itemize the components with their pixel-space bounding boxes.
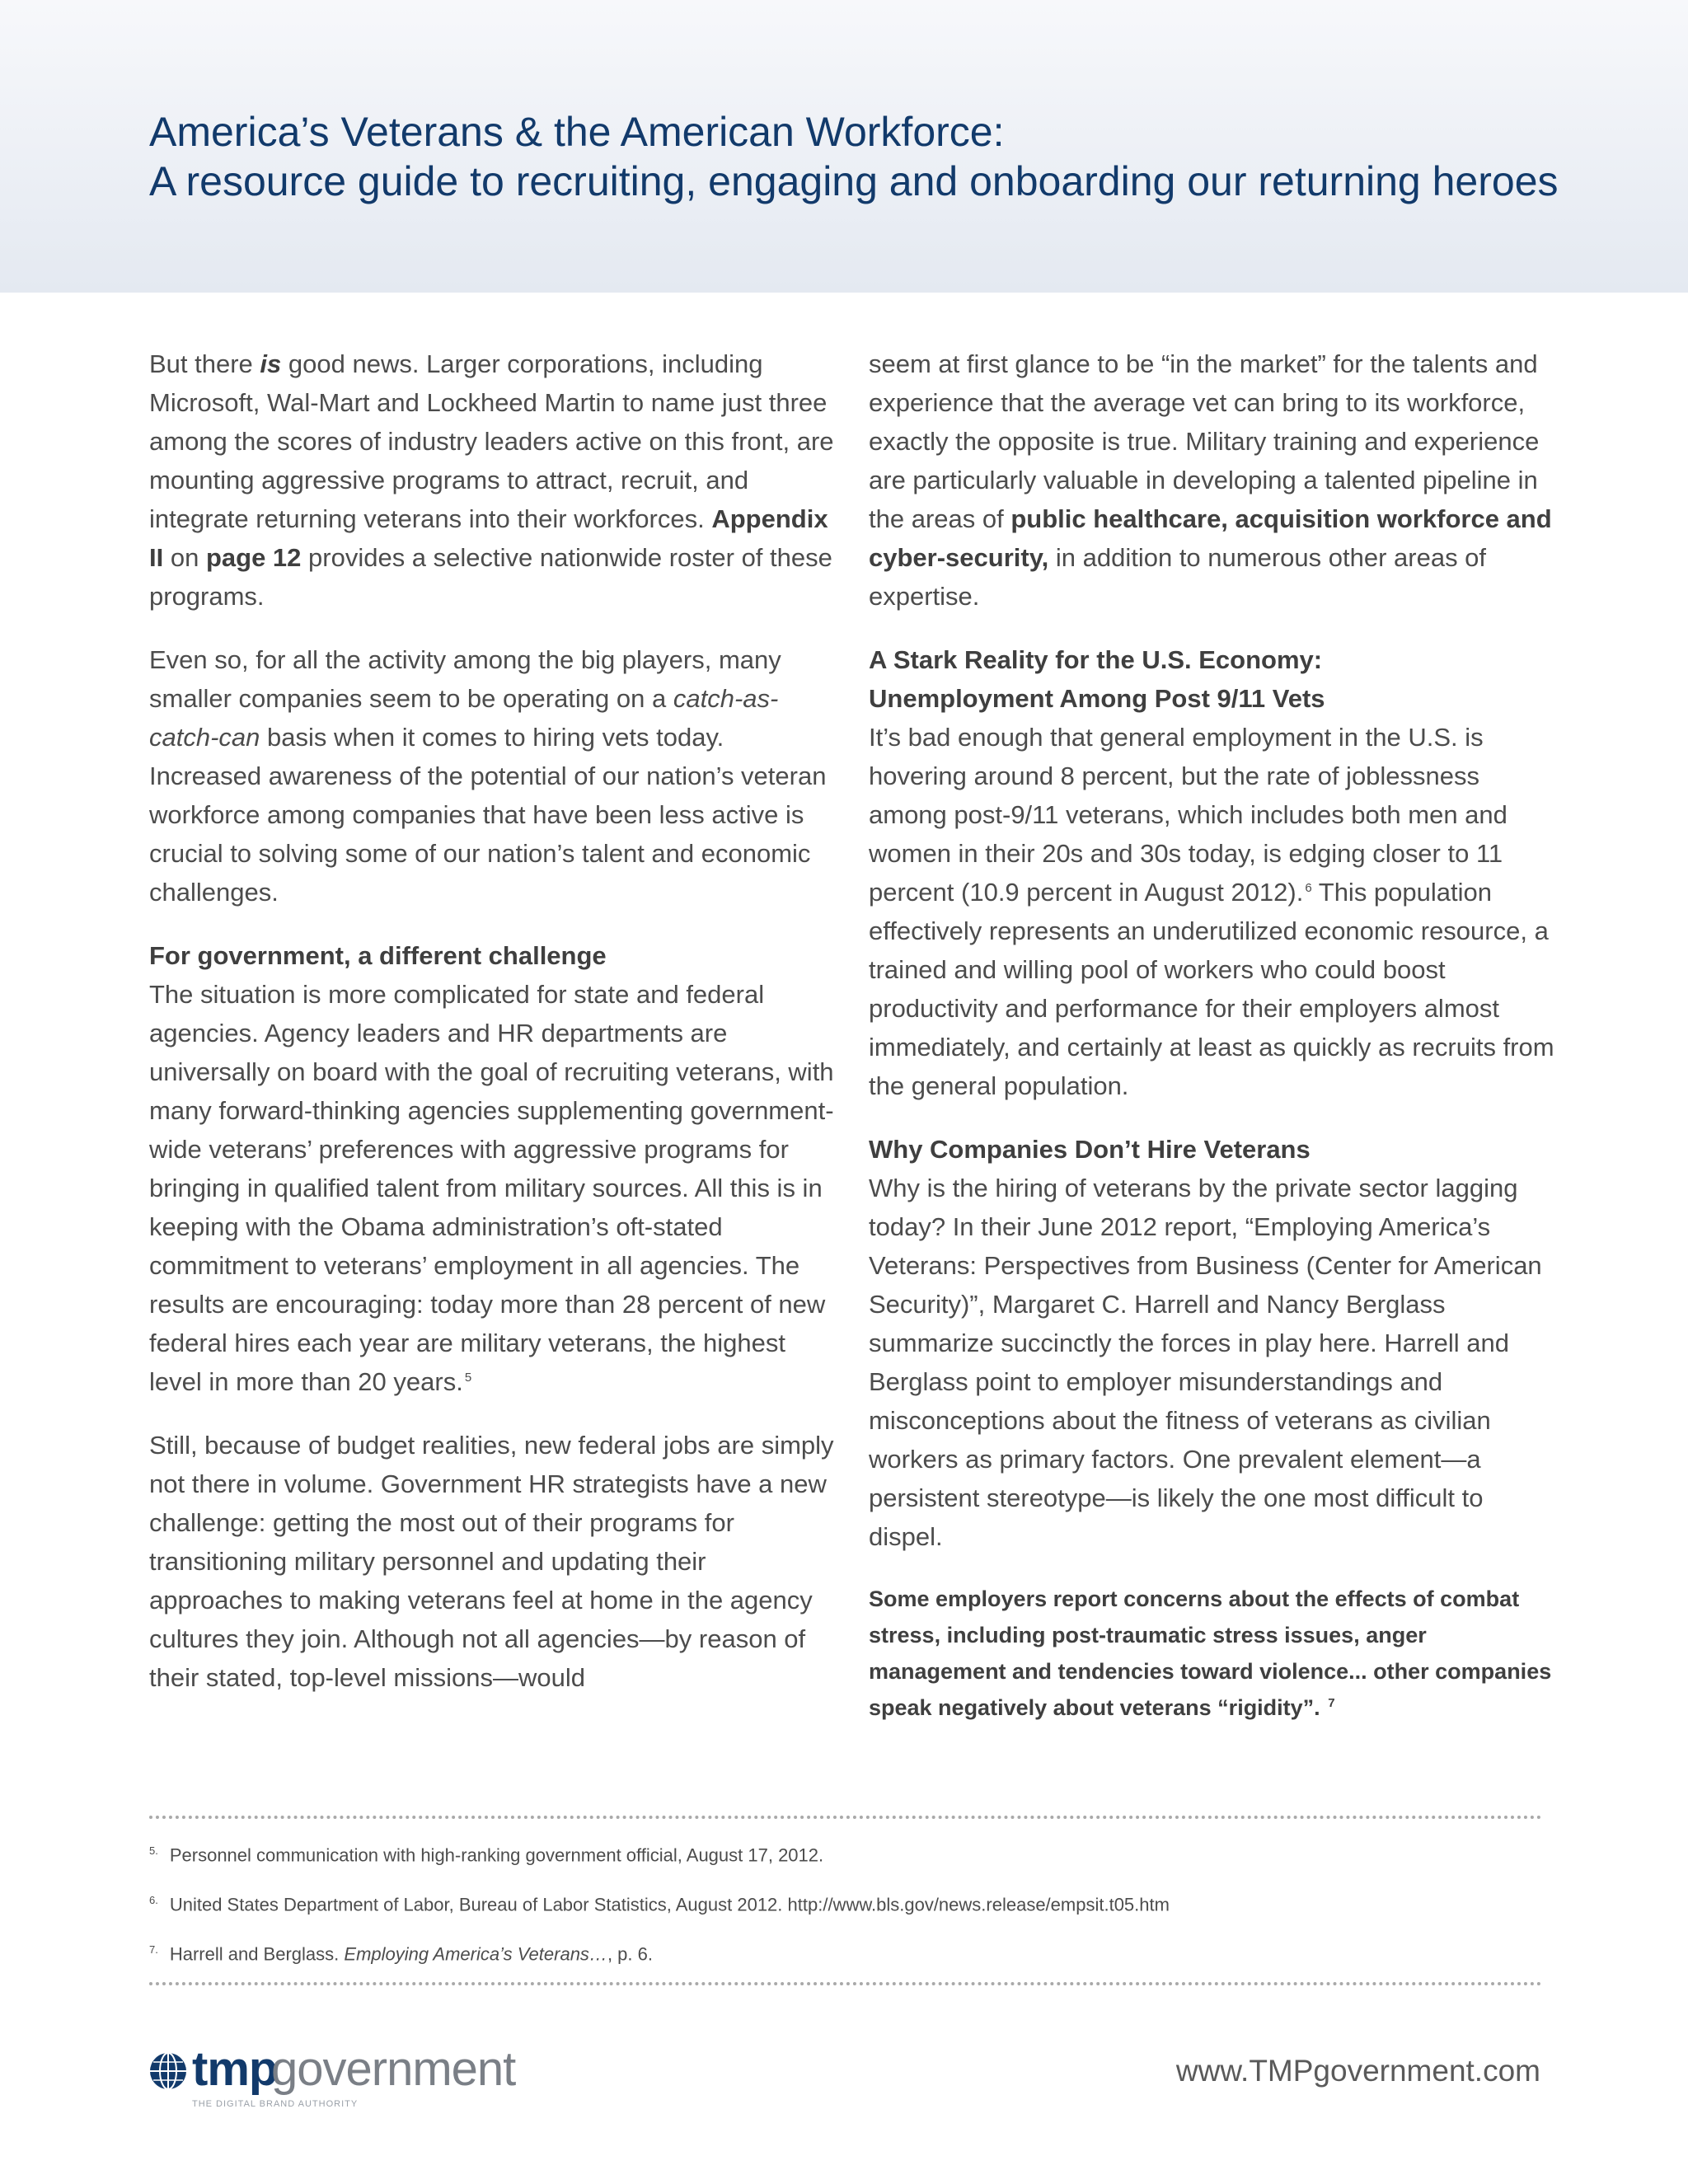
footnote-5 <box>149 1838 1550 1887</box>
paragraph-good-news <box>149 344 842 616</box>
pull-quote <box>869 1581 1561 1726</box>
paragraph-why-hiring: Why is the hiring of veterans by the private sector lagging today? In their June 2012 report, “Employing America’s Veterans: Perspectives from Business (Center for American Security)”, Margaret C. Harrell and Nancy Berglass summarize succinctly the forces in play here. Harrell and Berglass point to employer misunderstandings and misconceptions about the fitness of veterans as civilian workers as primary factors. One prevalent element—a persistent stereotype—is likely the one most difficult to dispel. <box>869 1174 1542 1551</box>
footnote-number: 5. <box>149 1844 158 1857</box>
logo-tmp: tmp <box>192 2042 278 2096</box>
heading-line: A Stark Reality for the U.S. Economy: <box>869 645 1323 674</box>
emphasis-catch: catch-as-catch-can <box>149 684 779 752</box>
page-reference: page 12 <box>205 543 302 572</box>
footnote-divider-bottom <box>149 1982 1542 1985</box>
text-run: provides a selective nationwide roster of these programs. <box>149 543 832 611</box>
footnote-ref-7: 7 <box>1328 1696 1335 1710</box>
logo-government: government <box>271 2042 516 2096</box>
left-column <box>149 344 842 1722</box>
appendix-reference: Appendix II <box>149 504 828 572</box>
heading-line: Unemployment Among Post 9/11 Vets <box>869 684 1325 713</box>
text-run: in addition to numerous other areas of expertise. <box>869 543 1487 611</box>
tmp-government-logo <box>149 2042 561 2114</box>
text-run: The situation is more complicated for state and federal agencies. Agency leaders and HR departments are universally on board with the goal of recruiting veterans, with many forward-thinking agencies supplementing government-wide veterans’ preferences with aggressive programs for bringing in qualified talent from military sources. All this is in keeping with the Obama administration’s oft-stated commitment to veterans’ employment in all agencies. The results are encouraging: today more than 28 percent of new federal hires each year are military veterans, the highest level in more than 20 years. <box>149 980 834 1396</box>
footnote-number: 7. <box>149 1943 158 1956</box>
heading-stark-reality <box>869 640 1561 718</box>
heading-government-challenge: For government, a different challenge <box>149 941 607 970</box>
paragraph-budget: Still, because of budget realities, new federal jobs are simply not there in volume. Government HR strategists have a new challenge: getting the most out of their programs for transitioning military personnel and updating their approaches to making veterans feel at home in the agency cultures they join. Although not all agencies—by reason of their stated, top-level missions—would <box>149 1431 834 1692</box>
footnote-ref-5: 5 <box>464 1370 472 1385</box>
text-run: This population effectively represents an underutilized economic resource, a trained and willing pool of workers who could boost productivity and performance for their employers almost immediately, and certainly at least as quickly as recruits from the general population. <box>869 878 1554 1100</box>
footnote-6 <box>149 1887 1550 1937</box>
page-title <box>149 107 1600 206</box>
text-run: seem at first glance to be “in the market” for the talents and experience that the average vet can bring to its workforce, exactly the opposite is true. Military training and experience are particularly valuable in developing a talented pipeline in the areas of <box>869 349 1540 533</box>
text-run: It’s bad enough that general employment in the U.S. is hovering around 8 percent, but the rate of joblessness among post-9/11 veterans, which includes both men and women in their 20s and 30s today, is edging closer to 11 percent (10.9 percent in August 2012). <box>869 723 1507 907</box>
paragraph-even-so <box>149 640 842 912</box>
logo-tagline: THE DIGITAL BRAND AUTHORITY <box>192 2099 359 2109</box>
text-run: good news. Larger corporations, including Microsoft, Wal-Mart and Lockheed Martin to name just three among the scores of industry leaders active on this front, are mounting aggressive programs to attract, recruit, and integrate returning veterans into their workforces. <box>149 349 834 533</box>
paragraph-situation <box>149 975 842 1401</box>
paragraph-unemployment <box>869 718 1561 1105</box>
footnote-number: 6. <box>149 1894 158 1906</box>
footnote-text: Personnel communication with high-ranking government official, August 17, 2012. <box>169 1844 824 1866</box>
right-column <box>869 344 1561 1726</box>
footnote-text: , p. 6. <box>607 1943 653 1965</box>
heading-why-companies: Why Companies Don’t Hire Veterans <box>869 1135 1311 1164</box>
footnote-ref-6: 6 <box>1305 880 1312 895</box>
text-run: But there <box>149 349 260 378</box>
footnote-divider-top <box>149 1816 1542 1819</box>
footnotes <box>149 1838 1550 1986</box>
footnote-7 <box>149 1937 1550 1986</box>
emphasis-is: is <box>260 349 282 378</box>
paragraph-market <box>869 344 1561 616</box>
website-url[interactable]: www.TMPgovernment.com <box>1175 2054 1540 2088</box>
bold-areas: public healthcare, acquisition workforce and cyber-security, <box>869 504 1552 572</box>
title-line-1: America’s Veterans & the American Workforce: <box>149 109 1005 155</box>
footnote-title: Employing America’s Veterans… <box>344 1943 607 1965</box>
quote-text: Some employers report concerns about the effects of combat stress, including post-traumatic stress issues, anger management and tendencies toward violence... other companies speak negatively about veterans “rigidity”. <box>869 1586 1552 1720</box>
text-run: on <box>163 543 206 572</box>
globe-icon <box>149 2052 187 2090</box>
text-run: basis when it comes to hiring vets today. Increased awareness of the potential of our nation’s veteran workforce among companies that have been less active is crucial to solving some of our nation’s talent and economic challenges. <box>149 723 827 907</box>
text-run: Even so, for all the activity among the big players, many smaller companies seem to be operating on a <box>149 645 781 713</box>
footnote-text: Harrell and Berglass. <box>169 1943 345 1965</box>
title-line-2: A resource guide to recruiting, engaging and onboarding our returning heroes <box>149 158 1559 204</box>
footnote-text: United States Department of Labor, Bureau of Labor Statistics, August 2012. http://www.bls.gov/news.release/empsit.t05.htm <box>169 1894 1170 1915</box>
